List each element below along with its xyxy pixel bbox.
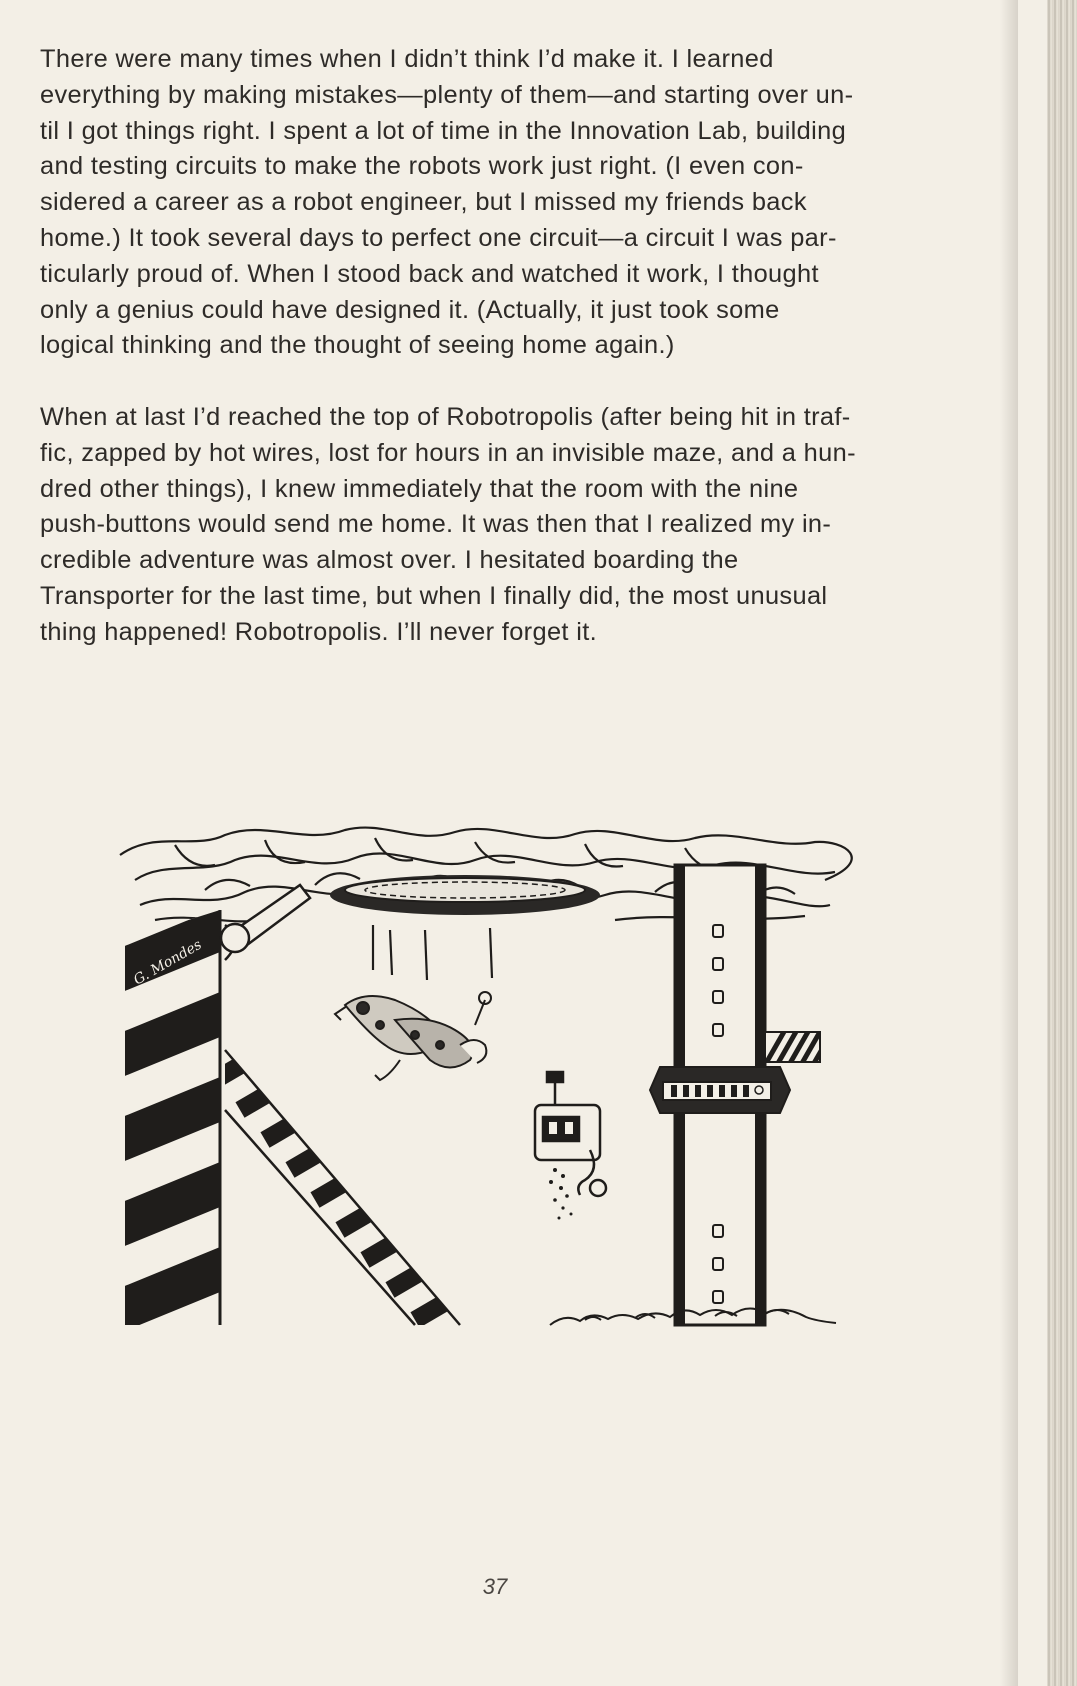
artist-signature: G. Mondes bbox=[131, 936, 205, 989]
small-robot bbox=[535, 1072, 606, 1220]
tower-ring bbox=[650, 1067, 790, 1113]
para2-line: thing happened! Robotropolis. I’ll never forget it. bbox=[40, 617, 598, 646]
para1-line: everything by making mistakes—plenty of them—and starting over un- bbox=[40, 80, 854, 109]
para2-line: push-buttons would send me home. It was then that I realized my in- bbox=[40, 510, 832, 539]
page-number: 37 bbox=[482, 1574, 508, 1599]
paragraph-1 bbox=[40, 42, 940, 364]
book-page-edges bbox=[1047, 0, 1077, 1686]
para1-line: only a genius could have designed it. (Actually, it just took some bbox=[40, 295, 780, 324]
robot-transporter-illustration bbox=[115, 820, 895, 1335]
right-striped-stub bbox=[765, 1030, 833, 1065]
motion-lines bbox=[373, 925, 492, 980]
para1-line: ticularly proud of. When I stood back and watched it work, I thought bbox=[40, 259, 819, 288]
para2-line: When at last I’d reached the top of Robotropolis (after being hit in traf- bbox=[40, 403, 851, 431]
paragraph-2 bbox=[40, 400, 940, 651]
para1-line: logical thinking and the thought of seeing home again.) bbox=[40, 331, 675, 360]
transporter-disk bbox=[330, 875, 600, 915]
page-gutter-shadow bbox=[1000, 0, 1018, 1686]
para1-line: sidered a career as a robot engineer, but I missed my friends back bbox=[40, 188, 807, 217]
para2-line: credible adventure was almost over. I hesitated boarding the bbox=[40, 546, 739, 575]
tower bbox=[650, 865, 790, 1325]
para1-line: til I got things right. I spent a lot of time in the Innovation Lab, building bbox=[40, 116, 847, 145]
para1-line: There were many times when I didn’t think I’d make it. I learned bbox=[40, 45, 774, 73]
diagonal-striped-beam bbox=[215, 1040, 475, 1335]
para2-line: dred other things), I knew immediately that the room with the nine bbox=[40, 474, 799, 503]
para2-line: Transporter for the last time, but when I finally did, the most unusual bbox=[40, 581, 828, 610]
para1-line: and testing circuits to make the robots work just right. (I even con- bbox=[40, 152, 804, 181]
left-striped-wall bbox=[115, 900, 225, 1335]
para2-line: fic, zapped by hot wires, lost for hours in an invisible maze, and a hun- bbox=[40, 438, 856, 467]
para1-line: home.) It took several days to perfect one circuit—a circuit I was par- bbox=[40, 223, 837, 252]
falling-figure bbox=[335, 992, 491, 1080]
